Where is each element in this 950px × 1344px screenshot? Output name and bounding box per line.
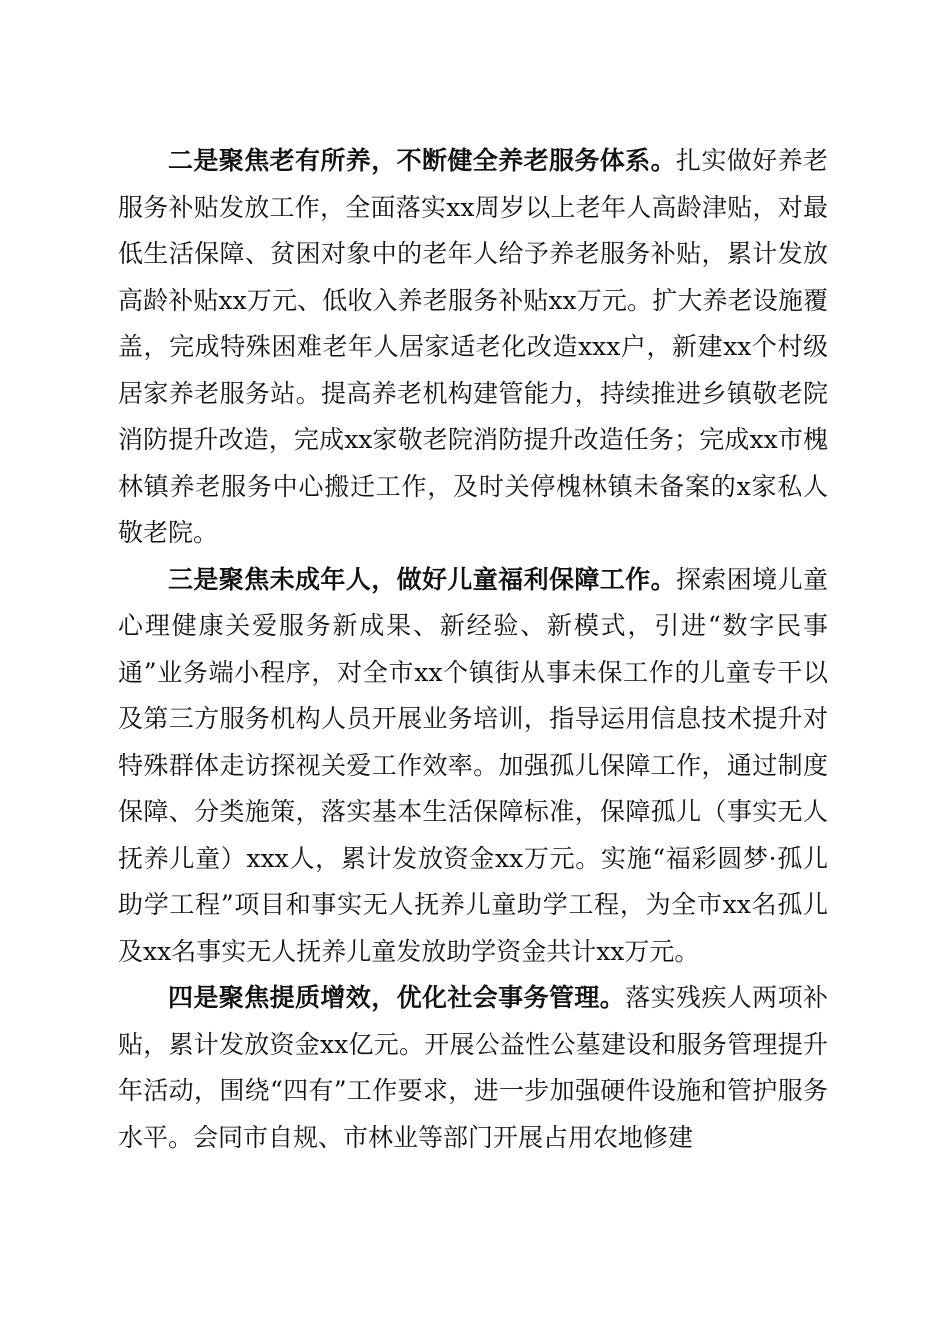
- paragraph-elderly-care: [118, 138, 828, 557]
- paragraph-lead: 三是聚焦未成年人，做好儿童福利保障工作。: [168, 564, 676, 594]
- paragraph-lead: 二是聚焦老有所养，不断健全养老服务体系。: [168, 146, 676, 175]
- paragraph-text: 落实残疾人两项补贴，累计发放资金xx亿元。开展公益性公墓建设和服务管理提升年活动，围绕“四有”工作要求，进一步加强硬件设施和管护服务水平。会同市自规、市林业等部门开展占用农地修建: [118, 983, 828, 1152]
- paragraph-text: 扎实做好养老服务补贴发放工作，全面落实xx周岁以上老年人高龄津贴，对最低生活保障、贫困对象中的老年人给予养老服务补贴，累计发放高龄补贴xx万元、低收入养老服务补贴xx万元。扩大养老设施覆盖，完成特殊困难老年人居家适老化改造xxx户，新建xx个村级居家养老服务站。提高养老机构建管能力，持续推进乡镇敬老院消防提升改造，完成xx家敬老院消防提升改造任务；完成xx市槐林镇养老服务中心搬迁工作，及时关停槐林镇未备案的x家私人敬老院。: [118, 146, 828, 547]
- document-body: [118, 138, 828, 1161]
- paragraph-lead: 四是聚焦提质增效，优化社会事务管理。: [168, 983, 626, 1012]
- paragraph-text: 探索困境儿童心理健康关爱服务新成果、新经验、新模式，引进“数字民事通”业务端小程序，对全市xx个镇街从事未保工作的儿童专干以及第三方服务机构人员开展业务培训，指导运用信息技术提升对特殊群体走访探视关爱工作效率。加强孤儿保障工作，通过制度保障、分类施策，落实基本生活保障标准，保障孤儿（事实无人抚养儿童）xxx人，累计发放资金xx万元。实施“福彩圆梦·孤儿助学工程”项目和事实无人抚养儿童助学工程，为全市xx名孤儿及xx名事实无人抚养儿童发放助学资金共计xx万元。: [118, 564, 828, 966]
- paragraph-child-welfare: [118, 557, 828, 976]
- paragraph-social-affairs: [118, 975, 828, 1161]
